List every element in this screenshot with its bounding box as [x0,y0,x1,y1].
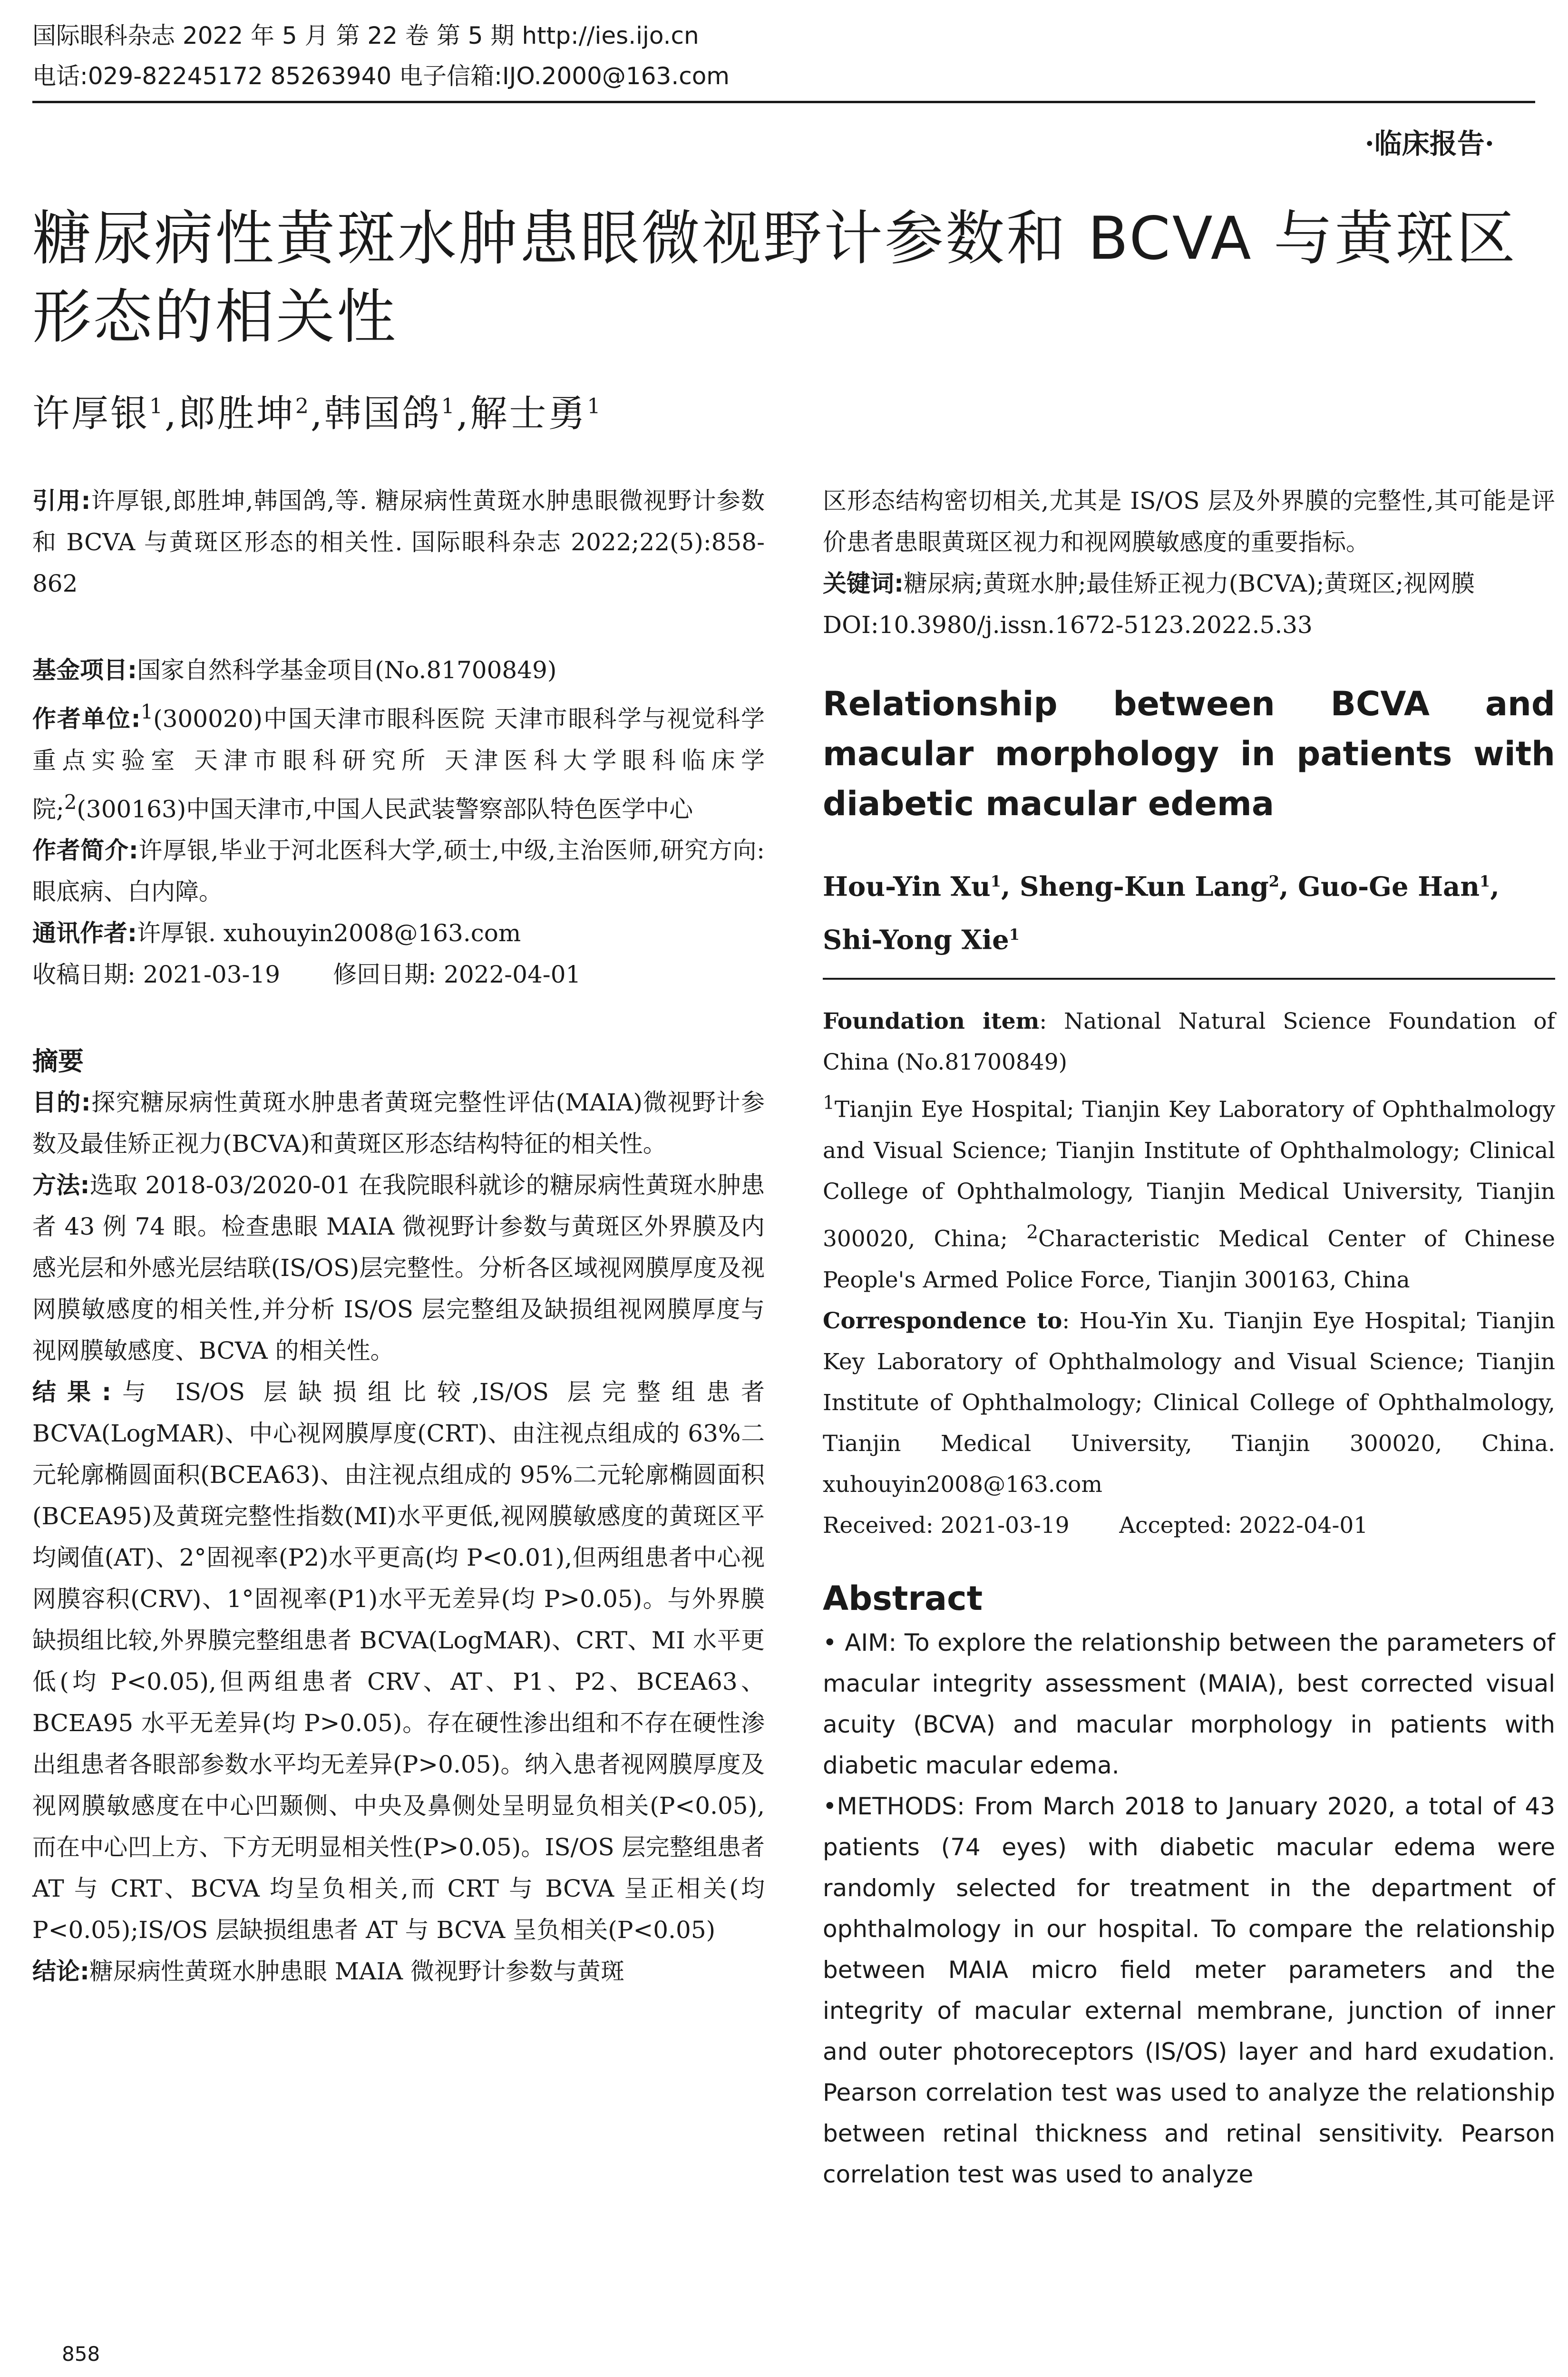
correspondence-text: : Hou-Yin Xu. Tianjin Eye Hospital; Tianjin Key Laboratory of Ophthalmology and Visual Science; Tianjin Institute of Ophthalmology; Clinical College of Ophthalmology, Tianjin Medical University, Tianjin 300020, China. xuhouyin2008@163.com [823,1307,1556,1498]
keywords-text: 糖尿病;黄斑水肿;最佳矫正视力(BCVA);黄斑区;视网膜 [904,570,1475,597]
correspondence-label: Correspondence to [823,1307,1062,1334]
conclusion-label: 结论: [32,1958,89,1986]
fund [32,650,765,691]
accepted-date-en: Accepted: 2022-04-01 [1119,1512,1368,1539]
fund-label: 基金项目: [32,656,137,684]
author-affiliation-mark: 2 [295,394,311,419]
english-author-mark: 2 [1268,872,1280,890]
english-title: Relationship between BCVA and macular morphology in patients with diabetic macular edema [823,684,1555,823]
author-name: 解士勇 [470,392,587,435]
abstract-conclusion-zh [32,1951,765,1992]
citation-label: 引用: [32,487,91,515]
author-list: 许厚银$^1$,郎胜坤$^2$,韩国鸽$^1$,解士勇$^1$ [32,392,603,435]
abstract-results-zh [32,1372,765,1951]
english-author-name: Sheng-Kun Lang [1019,871,1269,903]
results-text: 与 IS/OS 层缺损组比较,IS/OS 层完整组患者 BCVA(LogMAR)、中心视网膜厚度(CRT)、由注视点组成的 63%二元轮廓椭圆面积(BCEA63)、由注视点组成的 95%二元轮廓椭圆面积(BCEA95)及黄斑完整性指数(MI)水平更低,视网膜敏感度的黄斑区平均阈值(AT)、2°固视率(P2)水平更高(均 P<0.01),但两组患者中心视网膜容积(CRV)、1°固视率(P1)水平无差异(均 P>0.05)。与外界膜缺损组比较,外界膜完整组患者 BCVA(LogMAR)、CRT、MI 水平更低(均 P<0.05),但两组患者 CRV、AT、P1、P2、BCEA63、BCEA95 水平无差异(均 P>0.05)。存在硬性渗出组和不存在硬性渗出组患者各眼部参数水平均无差异(P>0.05)。纳入患者视网膜厚度及视网膜敏感度在中心凹颞侧、中央及鼻侧处呈明显负相关(P<0.05),而在中心凹上方、下方无明显相关性(P>0.05)。IS/OS 层完整组患者 AT 与 CRT、BCVA 均呈负相关,而 CRT 与 BCVA 呈正相关(均 P<0.05);IS/OS 层缺损组患者 AT 与 BCVA 呈负相关(P<0.05) [32,1378,765,1944]
author-name: 韩国鸽 [324,392,441,435]
revised-date: 修回日期: 2022-04-01 [333,961,581,989]
page-number: 858 [62,2342,100,2366]
conclusion-text: 糖尿病性黄斑水肿患眼 MAIA 微视野计参数与黄斑 [89,1958,624,1986]
aim-text: 探究糖尿病性黄斑水肿患者黄斑完整性评估(MAIA)微视野计参数及最佳矫正视力(BCVA)和黄斑区形态结构特征的相关性。 [32,1089,765,1158]
right-column [823,480,1555,2195]
corr-label: 通讯作者: [32,919,137,947]
abstract-aim-zh [32,1082,765,1165]
author-affiliation-mark: 1 [441,394,457,419]
abstract-methods-zh [32,1165,765,1372]
english-author-mark: 1 [990,872,1001,890]
bio-label: 作者简介: [32,837,138,865]
abstract-methods-en: •METHODS: From March 2018 to January 2020, a total of 43 patients (74 eyes) with diabetic macular edema were randomly selected for treatment in the department of ophthalmology in our hospital. To compare the relationship between MAIA micro field meter parameters and the integrity of macular external membrane, junction of inner and outer photoreceptors (IS/OS) layer and hard exudation. Pearson correlation test was used to analyze the relationship between retinal thickness and retinal sensitivity. Pearson correlation test was used to analyze [823,1792,1555,2188]
unit-sup: 2 [64,790,77,814]
foundation-item [823,1001,1555,1083]
aff-sup: 1 [823,1092,835,1114]
aff-text: Tianjin Eye Hospital; Tianjin Key Laboratory of Ophthalmology and Visual Science; Tianjin Institute of Ophthalmology; Clinical College of Ophthalmology, Tianjin Medical University, Tianjin 300020, China; [823,1096,1555,1252]
dates [32,954,765,995]
corr-text: 许厚银. xuhouyin2008@163.com [137,919,521,947]
corresponding-author [32,913,765,954]
author-affiliation-mark: 1 [149,394,165,419]
correspondence [823,1301,1555,1505]
fund-text: 国家自然科学基金项目(No.81700849) [137,656,557,684]
english-author-name: Shi-Yong Xie [823,924,1009,956]
section-label: ·临床报告· [1364,127,1494,160]
author-name: 郎胜坤 [178,392,295,435]
foundation-text: : National Natural Science Foundation of China (No.81700849) [823,1008,1556,1076]
aff-text: Characteristic Medical Center of Chinese People's Armed Police Force, Tianjin 300163, China [823,1226,1555,1293]
left-column [32,480,765,1992]
header-rule [32,101,1535,103]
english-dates [823,1505,1555,1546]
results-label: 结果: [32,1378,112,1406]
doi: DOI:10.3980/j.issn.1672-5123.2022.5.33 [823,611,1313,639]
abstract-heading-zh: 摘要 [32,1046,84,1077]
english-author-mark: 1 [1009,925,1020,944]
english-author-mark: 1 [1480,872,1490,890]
methods-text: 选取 2018-03/2020-01 在我院眼科就诊的糖尿病性黄斑水肿患者 43 例 74 眼。检查患眼 MAIA 微视野计参数与黄斑区外界膜及内感光层和外感光层结联(IS/OS)层完整性。分析各区域视网膜厚度及视网膜敏感度的相关性,并分析 IS/OS 层完整组及缺损组视网膜厚度与视网膜敏感度、BCVA 的相关性。 [32,1171,765,1365]
english-author-name: Hou-Yin Xu [823,871,991,903]
citation [32,480,765,604]
english-author-list: Hou-Yin Xu$^1$, Sheng-Kun Lang$^2$, Guo-Ge Han$^1$, Shi-Yong Xie$^1$ [823,871,1500,956]
author-name: 许厚银 [32,392,150,435]
article-title: 糖尿病性黄斑水肿患眼微视野计参数和 BCVA 与黄斑区形态的相关性 [32,205,1518,351]
author-affiliation-mark: 1 [587,394,603,419]
journal-header-line1: 国际眼科杂志 2022 年 5 月 第 22 卷 第 5 期 http://ies.ijo.cn [32,22,699,49]
affiliations [823,1083,1555,1300]
bio-text: 许厚银,毕业于河北医科大学,硕士,中级,主治医师,研究方向:眼底病、白内障。 [32,837,765,906]
journal-header-line2: 电话:029-82245172 85263940 电子信箱:IJO.2000@163.com [32,62,730,90]
received-date-en: Received: 2021-03-19 [823,1512,1070,1539]
aim-label: 目的: [32,1089,91,1117]
abstract-conclusion-continued: 区形态结构密切相关,尤其是 IS/OS 层及外界膜的完整性,其可能是评价患者患眼黄斑区视力和视网膜敏感度的重要指标。 [823,487,1555,556]
unit-text: (300020)中国天津市眼科医院 天津市眼科学与视觉科学重点实验室 天津市眼科研究所 天津医科大学眼科临床学院; [32,705,765,823]
author-unit [32,691,765,830]
keywords-label: 关键词: [823,570,904,597]
aff-sup: 2 [1026,1221,1039,1243]
abstract-heading-en: Abstract [823,1578,983,1618]
citation-text: 许厚银,郎胜坤,韩国鸽,等. 糖尿病性黄斑水肿患眼微视野计参数和 BCVA 与黄斑区形态的相关性. 国际眼科杂志 2022;22(5):858-862 [32,487,765,597]
unit-text: (300163)中国天津市,中国人民武装警察部队特色医学中心 [77,795,693,823]
foundation-label: Foundation item [823,1008,1040,1035]
abstract-aim-en: • AIM: To explore the relationship between the parameters of macular integrity assessment (MAIA), best corrected visual acuity (BCVA) and macular morphology in patients with diabetic macular edema. [823,1628,1555,1779]
unit-label: 作者单位: [32,705,141,733]
received-date: 收稿日期: 2021-03-19 [32,961,281,989]
keywords-zh [823,563,1555,604]
unit-sup: 1 [140,700,154,723]
methods-label: 方法: [32,1171,90,1199]
english-author-name: Guo-Ge Han [1298,871,1480,903]
author-bio [32,830,765,913]
